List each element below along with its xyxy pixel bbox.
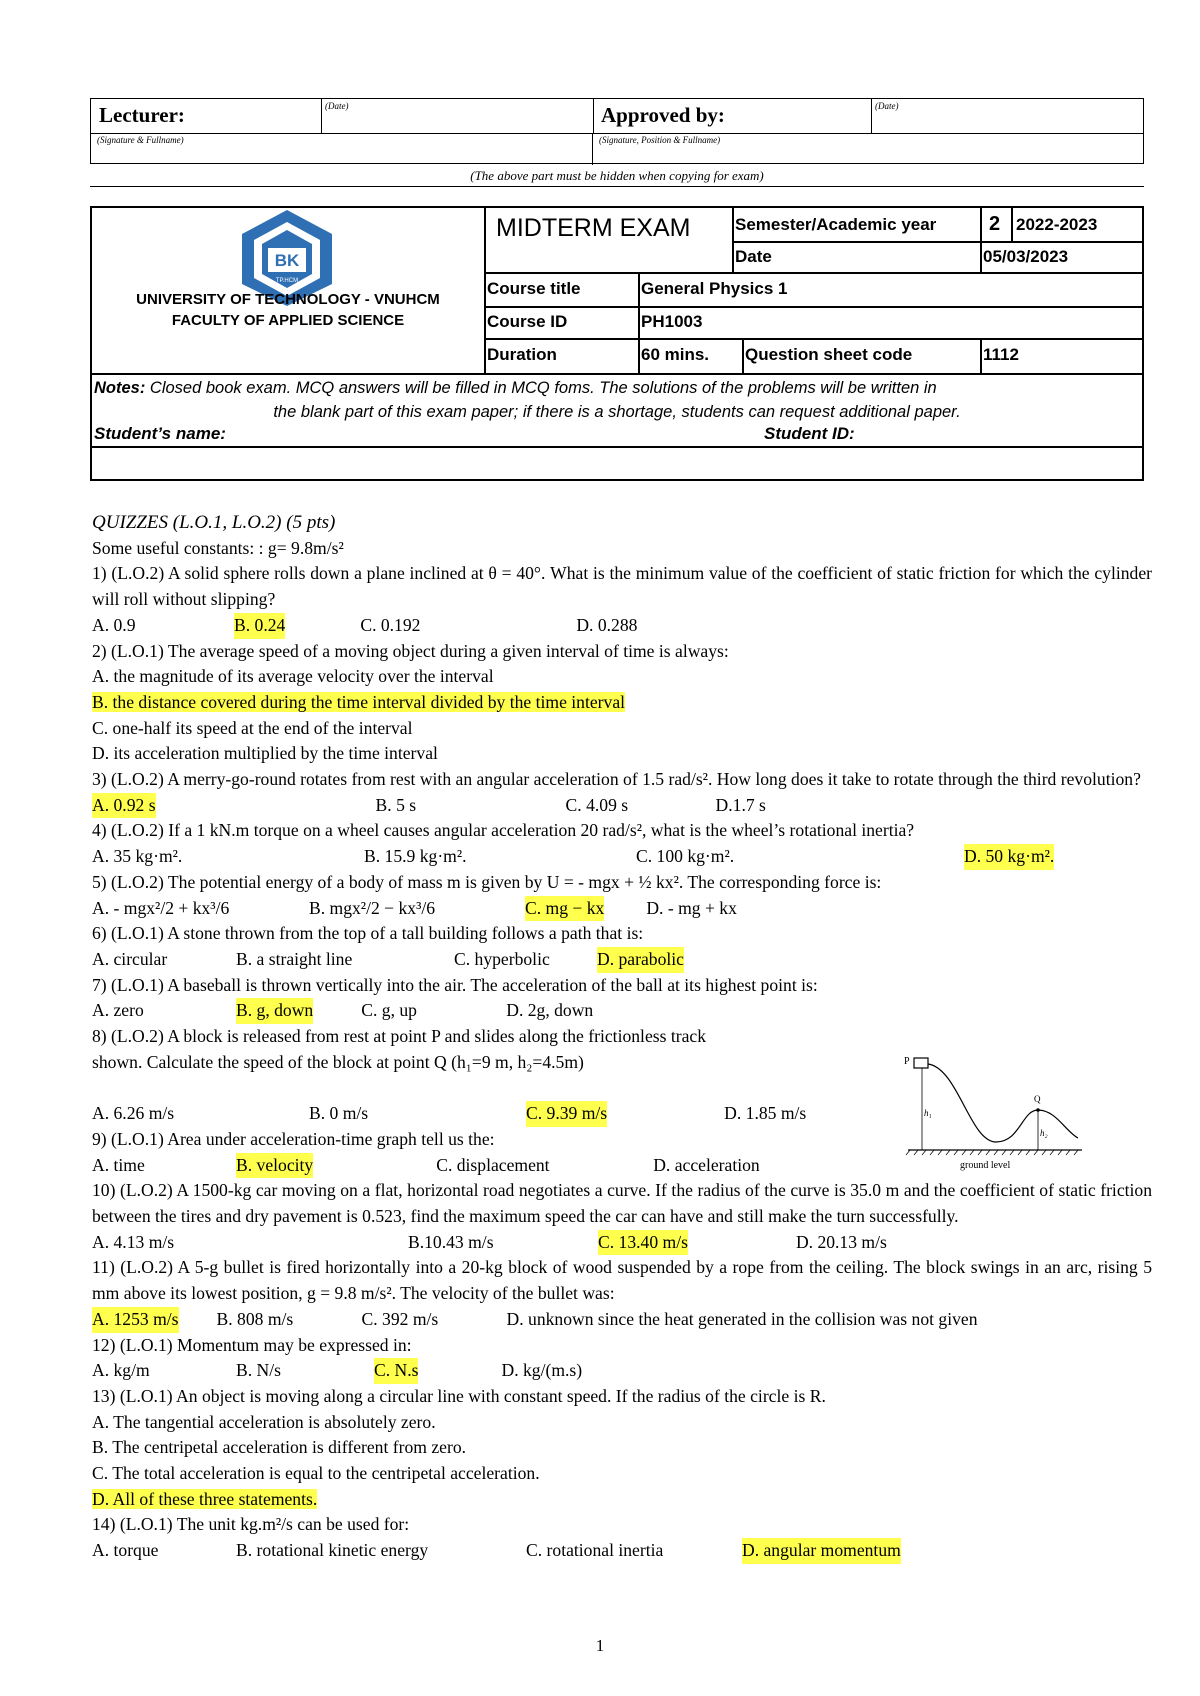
option[interactable]: A. 4.13 m/s — [92, 1231, 175, 1252]
option[interactable]: D. kg/(m.s) — [501, 1360, 583, 1381]
h1-label: h₁ — [924, 1108, 932, 1118]
question-14-options — [92, 1538, 1152, 1564]
option-answer[interactable]: C. mg − kx — [525, 896, 604, 922]
option[interactable]: A. time — [92, 1154, 145, 1175]
question-2: 2) (L.O.1) The average speed of a moving object during a given interval of time is always: — [92, 640, 729, 661]
option[interactable]: A. The tangential acceleration is absolutely zero. — [92, 1411, 436, 1432]
faculty-name: FACULTY OF APPLIED SCIENCE — [171, 312, 405, 329]
option[interactable]: A. 0.9 — [92, 614, 136, 635]
block-icon — [914, 1058, 928, 1068]
student-id-label: Student ID: — [764, 424, 855, 443]
lecturer-label: Lecturer: — [99, 103, 185, 127]
logo-subtext: TP.HCM — [275, 278, 299, 284]
question-11: 11) (L.O.2) A 5-g bullet is fired horizontally into a 20-kg block of wood suspended by a rope from the ceiling. The block swings in an arc, rising 5 mm above its lowest position, g = 9.8 m/s². The velocity of the bullet was: — [92, 1257, 1152, 1304]
question-10: 10) (L.O.2) A 1500-kg car moving on a flat, horizontal road negotiates a curve. If the radius of the curve is 35.0 m and the coefficient of static friction between the tires and dry pavement is 0.523, find the maximum speed the car can have and still make the turn successfully. — [92, 1180, 1152, 1226]
option[interactable]: A. 35 kg·m². — [92, 846, 183, 867]
semester-label: Semester/Academic year — [735, 215, 937, 234]
option-answer[interactable]: D. All of these three statements. — [92, 1488, 318, 1509]
approved-date-hint: (Date) — [875, 101, 899, 111]
lecturer-signature-hint: (Signature & Fullname) — [97, 135, 184, 145]
duration-value: 60 mins. — [641, 345, 710, 364]
option[interactable]: B. 15.9 kg·m². — [364, 846, 467, 867]
approved-signature-hint: (Signature, Position & Fullname) — [599, 135, 721, 145]
quiz-title: QUIZZES (L.O.1, L.O.2) (5 pts) — [92, 512, 336, 533]
notes-label: Notes: — [94, 379, 146, 397]
option[interactable]: A. the magnitude of its average velocity over the interval — [92, 666, 494, 687]
question-1: 1) (L.O.2) A solid sphere rolls down a plane inclined at θ = 40°. What is the minimum value of the coefficient of static friction for which the cylinder will roll without slipping? — [92, 563, 1152, 610]
question-11-options — [92, 1307, 1152, 1333]
exam-title: MIDTERM EXAM — [496, 214, 691, 242]
option[interactable]: B. mgx²/2 − kx³/6 — [309, 897, 436, 918]
option-answer[interactable]: B. the distance covered during the time interval divided by the time interval — [92, 691, 626, 712]
hidden-part-note: (The above part must be hidden when copying for exam) — [90, 168, 1144, 187]
course-title-value: General Physics 1 — [641, 279, 788, 298]
option[interactable]: B.10.43 m/s — [408, 1231, 494, 1252]
option[interactable]: D.1.7 s — [715, 794, 766, 815]
question-7: 7) (L.O.1) A baseball is thrown vertically into the air. The acceleration of the ball at its highest point is: — [92, 974, 818, 995]
option[interactable]: D. - mg + kx — [646, 897, 737, 918]
track-diagram — [900, 1052, 1090, 1182]
logo-text: BK — [274, 251, 300, 270]
option[interactable]: C. 0.192 — [360, 614, 421, 635]
semester-value: 2 — [989, 213, 1001, 235]
track-curve — [928, 1064, 1078, 1142]
point-p-label: P — [904, 1056, 910, 1067]
student-name-label: Student’s name: — [94, 424, 226, 443]
sheet-code-value: 1112 — [983, 345, 1019, 364]
question-3-options — [92, 793, 1152, 819]
option-answer[interactable]: A. 0.92 s — [92, 793, 156, 819]
question-5-options — [92, 896, 1152, 922]
option[interactable]: B. 808 m/s — [216, 1308, 294, 1329]
question-7-options — [92, 998, 1152, 1024]
option[interactable]: A. 6.26 m/s — [92, 1103, 175, 1124]
option[interactable]: A. - mgx²/2 + kx³/6 — [92, 897, 230, 918]
option-answer[interactable]: D. angular momentum — [742, 1538, 901, 1564]
question-5: 5) (L.O.2) The potential energy of a body of mass m is given by U = - mgx + ½ kx². The corresponding force is: — [92, 871, 882, 892]
option[interactable]: D. acceleration — [653, 1154, 760, 1175]
question-12-options — [92, 1358, 1152, 1384]
ground-level-label: ground level — [960, 1160, 1011, 1171]
option[interactable]: B. 5 s — [375, 794, 417, 815]
question-10-options — [92, 1230, 1152, 1256]
point-q-label: Q — [1034, 1094, 1041, 1104]
course-id-value: PH1003 — [641, 312, 703, 331]
option[interactable]: C. g, up — [361, 1000, 417, 1021]
option[interactable]: B. The centripetal acceleration is different from zero. — [92, 1437, 467, 1458]
option[interactable]: A. torque — [92, 1540, 159, 1561]
option[interactable]: D. 2g, down — [506, 1000, 594, 1021]
quiz-section — [92, 510, 1152, 1564]
question-12: 12) (L.O.1) Momentum may be expressed in: — [92, 1334, 412, 1355]
option[interactable]: C. 392 m/s — [361, 1308, 439, 1329]
question-14: 14) (L.O.1) The unit kg.m²/s can be used for: — [92, 1514, 410, 1535]
question-1-options — [92, 613, 1152, 639]
notes-line-2: the blank part of this exam paper; if there is a shortage, students can request additional paper. — [273, 403, 961, 421]
question-8-line-2: shown. Calculate the speed of the block at point Q (h₁=9 m, h₂=4.5m) — [92, 1051, 584, 1072]
option[interactable]: D. unknown since the heat generated in the collision was not given — [506, 1308, 978, 1329]
notes-line-1: Closed book exam. MCQ answers will be filled in MCQ foms. The solutions of the problems will be written in — [145, 379, 937, 397]
option[interactable]: B. N/s — [236, 1360, 281, 1381]
academic-year-value: 2022-2023 — [1016, 215, 1098, 234]
date-label: Date — [735, 247, 772, 266]
question-3: 3) (L.O.2) A merry-go-round rotates from rest with an angular acceleration of 1.5 rad/s². How long does it take to rotate through the third revolution? — [92, 769, 1141, 790]
question-8-line-1: 8) (L.O.2) A block is released from rest at point P and slides along the frictionless track — [92, 1026, 707, 1047]
option[interactable]: D. 20.13 m/s — [795, 1231, 887, 1252]
duration-label: Duration — [487, 345, 557, 364]
option[interactable]: D. its acceleration multiplied by the time interval — [92, 743, 438, 764]
option-answer[interactable]: C. 13.40 m/s — [598, 1230, 688, 1256]
option[interactable]: C. The total acceleration is equal to the centripetal acceleration. — [92, 1463, 540, 1484]
question-6-options — [92, 947, 1152, 973]
option[interactable]: C. displacement — [436, 1154, 550, 1175]
exam-notes — [94, 376, 1140, 424]
option[interactable]: C. 4.09 s — [565, 794, 629, 815]
question-6: 6) (L.O.1) A stone thrown from the top of a tall building follows a path that is: — [92, 923, 644, 944]
question-4-options — [92, 844, 1152, 870]
option-answer[interactable]: B. g, down — [236, 998, 313, 1024]
option-answer[interactable]: B. velocity — [236, 1153, 313, 1179]
sheet-code-label: Question sheet code — [745, 345, 913, 364]
question-9: 9) (L.O.1) Area under acceleration-time graph tell us the: — [92, 1128, 495, 1149]
option[interactable]: A. circular — [92, 948, 168, 969]
option[interactable]: C. hyperbolic — [454, 948, 550, 969]
option[interactable]: B. 0 m/s — [309, 1103, 369, 1124]
option[interactable]: D. 1.85 m/s — [724, 1103, 807, 1124]
option[interactable]: B. rotational kinetic energy — [236, 1540, 429, 1561]
option[interactable]: B. a straight line — [236, 948, 353, 969]
exam-header — [90, 206, 1144, 481]
constants: Some useful constants: : g= 9.8m/s² — [92, 537, 344, 558]
option-answer[interactable]: B. 0.24 — [234, 613, 285, 639]
page-number: 1 — [595, 1636, 605, 1655]
question-4: 4) (L.O.2) If a 1 kN.m torque on a wheel causes angular acceleration 20 rad/s², what is the wheel’s rotational inertia? — [92, 820, 915, 841]
option[interactable]: D. 0.288 — [576, 614, 638, 635]
date-value: 05/03/2023 — [983, 247, 1069, 266]
option-answer[interactable]: C. N.s — [374, 1358, 418, 1384]
option-answer[interactable]: A. 1253 m/s — [92, 1307, 179, 1333]
option[interactable]: C. 100 kg·m². — [636, 846, 735, 867]
approval-table — [90, 98, 1144, 164]
option-answer[interactable]: D. 50 kg·m². — [964, 844, 1054, 870]
option[interactable]: C. rotational inertia — [526, 1540, 664, 1561]
course-title-label: Course title — [487, 279, 581, 298]
option[interactable]: A. kg/m — [92, 1360, 150, 1381]
approved-by-label: Approved by: — [601, 103, 725, 127]
option[interactable]: A. zero — [92, 1000, 144, 1021]
university-name: UNIVERSITY OF TECHNOLOGY - VNUHCM — [136, 291, 440, 308]
option[interactable]: C. one-half its speed at the end of the interval — [92, 717, 413, 738]
option-answer[interactable]: D. parabolic — [597, 947, 684, 973]
h2-label: h₂ — [1040, 1128, 1048, 1138]
course-id-label: Course ID — [487, 312, 568, 331]
question-13: 13) (L.O.1) An object is moving along a circular line with constant speed. If the radius of the circle is R. — [92, 1385, 826, 1406]
lecturer-date-hint: (Date) — [325, 101, 349, 111]
option-answer[interactable]: C. 9.39 m/s — [526, 1101, 607, 1127]
